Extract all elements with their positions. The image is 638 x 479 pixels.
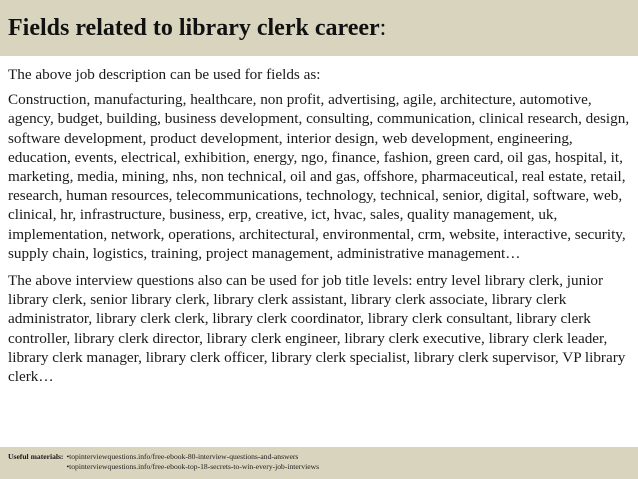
page-title-colon: :	[379, 15, 387, 41]
page-title	[8, 13, 638, 43]
footer-link-ebook-80-questions[interactable]: • topinterviewquestions.info/free-ebook-80-interview-questions-and-answers	[66, 452, 319, 462]
footer-link-ebook-18-secrets[interactable]: • topinterviewquestions.info/free-ebook-top-18-secrets-to-win-every-job-interviews	[66, 462, 319, 472]
footer-bar	[0, 447, 638, 479]
title-bar	[0, 0, 638, 56]
footer-links	[66, 452, 319, 479]
fields-paragraph: Construction, manufacturing, healthcare, non profit, advertising, agile, architecture, automotive, agency, budget, building, business development, consulting, communication, clinical research, design, software development, product development, interior design, web development, engineering, education, events, electrical, exhibition, energy, ngo, finance, fashion, green card, oil gas, hospital, it, marketing, media, mining, nhs, non technical, oil and gas, offshore, pharmaceutical, real estate, retail, research, human resources, telecommunications, technology, technical, senior, digital, software, web, clinical, hr, infrastructure, business, erp, creative, ict, hvac, sales, quality management, uk, implementation, network, operations, architectural, environmental, crm, website, interactive, security, supply chain, logistics, training, project management, administrative management…	[8, 91, 630, 262]
intro-paragraph: The above job description can be used for fields as:	[8, 66, 321, 83]
slide-content	[8, 60, 632, 386]
job-levels-paragraph: The above interview questions also can be used for job title levels: entry level library clerk, junior library clerk, senior library clerk, library clerk assistant, library clerk associate, library clerk administrator, library clerk clerk, library clerk coordinator, library clerk consultant, library clerk controller, library clerk director, library clerk engineer, library clerk executive, library clerk leader, library clerk manager, library clerk officer, library clerk specialist, library clerk supervisor, VP library clerk…	[8, 272, 626, 386]
page-title-text: Fields related to library clerk career	[8, 15, 380, 41]
footer-label: Useful materials:	[8, 452, 64, 461]
